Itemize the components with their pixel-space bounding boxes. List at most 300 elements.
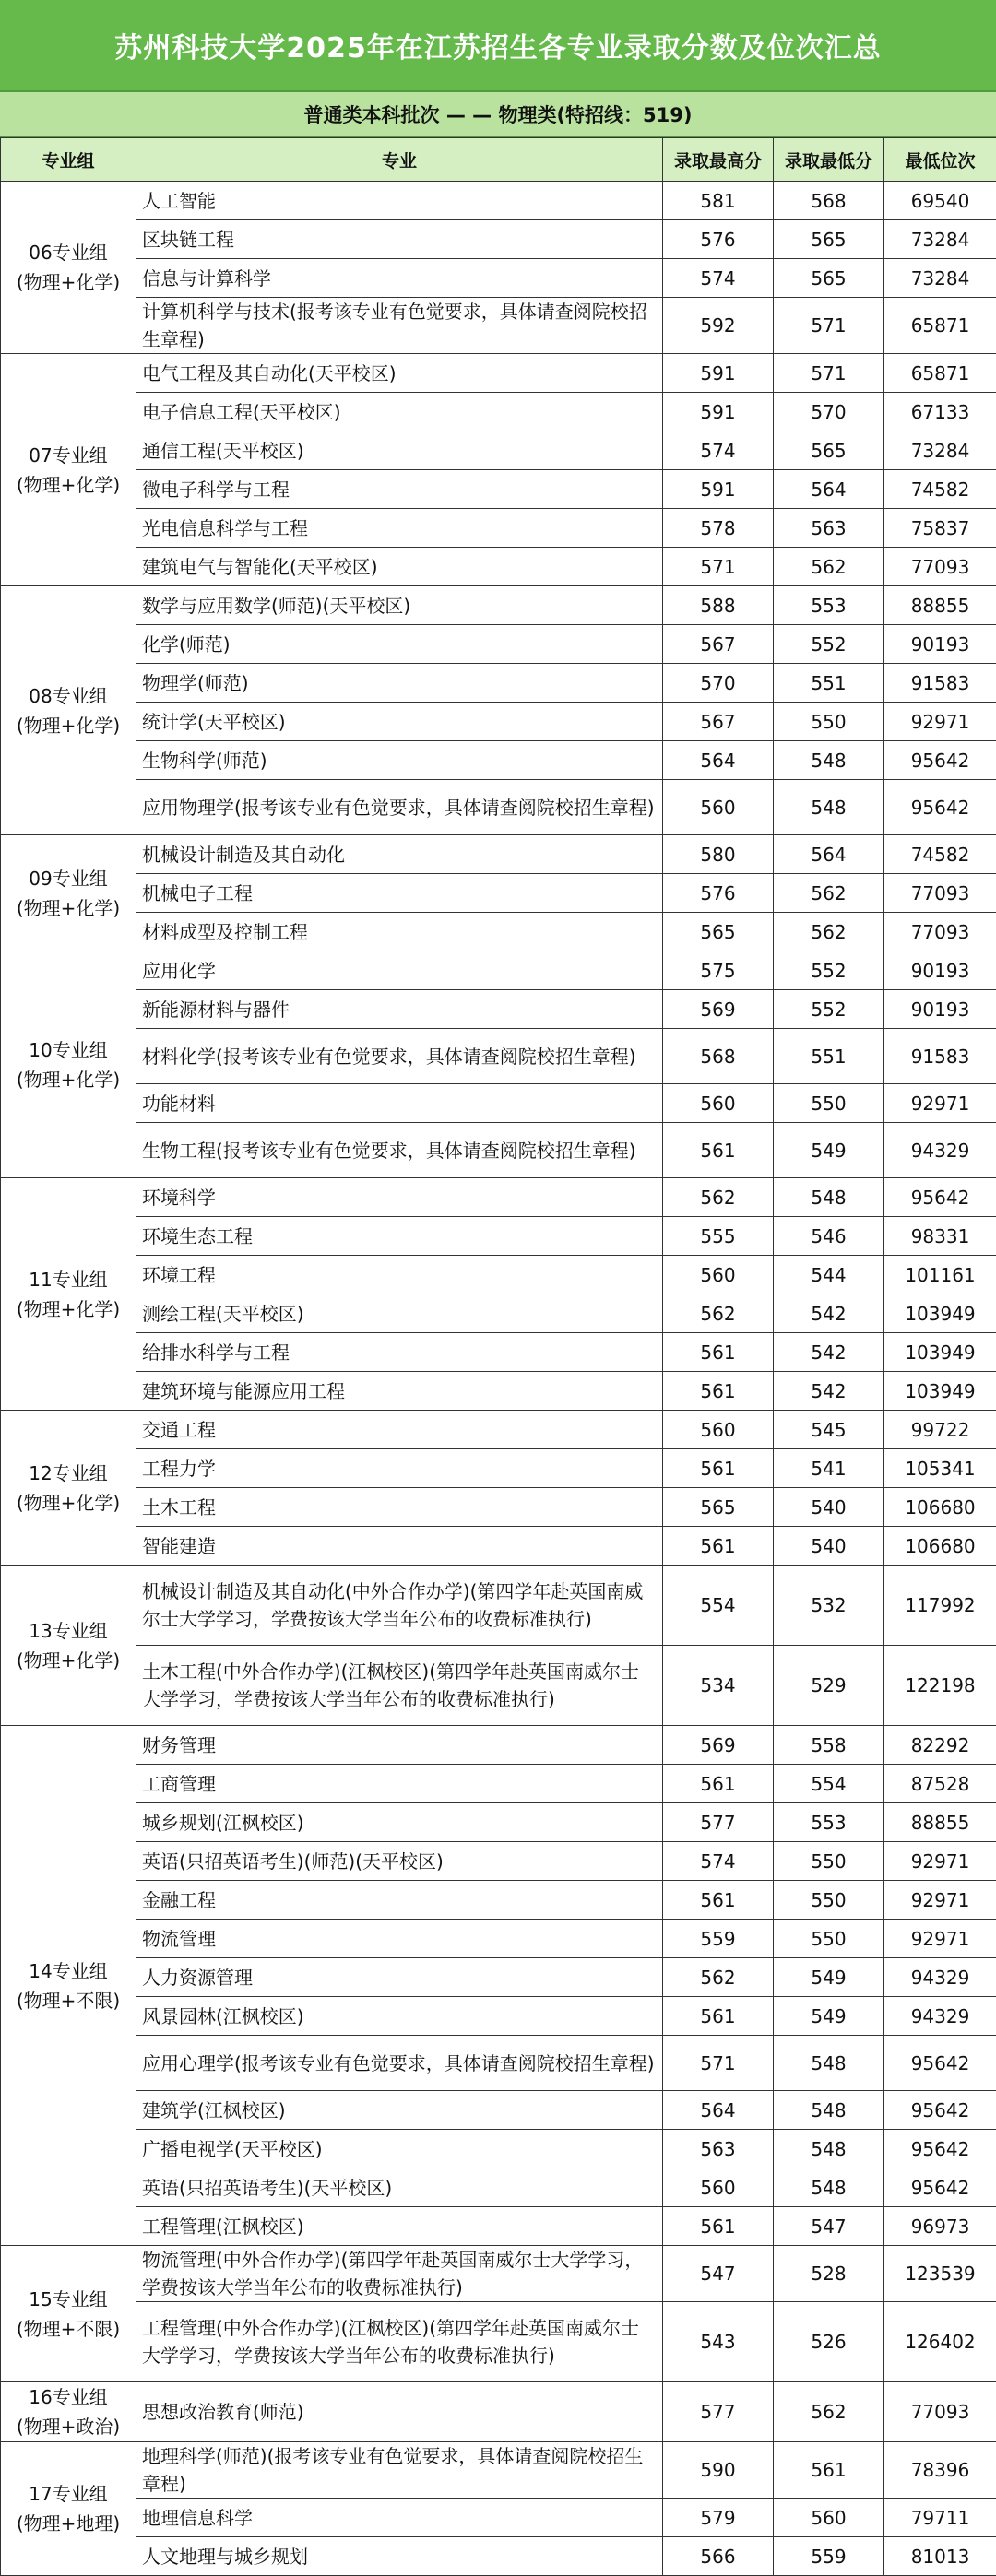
min-score-cell: 565 [774,259,884,298]
major-cell: 光电信息科学与工程 [136,509,663,548]
max-score-cell: 591 [663,354,774,393]
min-score-cell: 562 [774,548,884,586]
max-score-cell: 560 [663,780,774,835]
max-score-cell: 562 [663,1294,774,1333]
major-cell: 信息与计算科学 [136,259,663,298]
table-row [1,625,996,664]
max-score-cell: 576 [663,220,774,259]
min-score-cell: 545 [774,1411,884,1449]
max-score-cell: 581 [663,182,774,220]
major-cell: 财务管理 [136,1726,663,1765]
group-name: 13专业组 [1,1616,136,1646]
group-subject-requirement: (物理+化学) [1,1065,136,1094]
table-row [1,2168,996,2207]
table-row [1,1920,996,1958]
min-rank-cell: 88855 [884,586,996,625]
min-score-cell: 568 [774,182,884,220]
group-subject-requirement: (物理+化学) [1,1488,136,1518]
min-rank-cell: 103949 [884,1333,996,1372]
group-cell [1,835,136,951]
min-score-cell: 550 [774,1881,884,1920]
group-name: 06专业组 [1,238,136,267]
min-score-cell: 544 [774,1256,884,1294]
table-row [1,1372,996,1411]
major-cell: 工程力学 [136,1449,663,1488]
table-row [1,393,996,431]
major-cell: 材料成型及控制工程 [136,913,663,951]
major-cell: 建筑学(江枫校区) [136,2091,663,2130]
min-rank-cell: 122198 [884,1646,996,1726]
major-cell: 生物科学(师范) [136,741,663,780]
header-group: 专业组 [1,138,136,182]
min-score-cell: 550 [774,1084,884,1123]
table-row [1,2130,996,2168]
min-rank-cell: 95642 [884,2168,996,2207]
table-row [1,259,996,298]
group-subject-requirement: (物理+不限) [1,1986,136,2015]
group-subject-requirement: (物理+化学) [1,267,136,297]
major-cell: 计算机科学与技术(报考该专业有色觉要求，具体请查阅院校招生章程) [136,298,663,354]
group-cell [1,1411,136,1566]
major-cell: 人力资源管理 [136,1958,663,1997]
table-row [1,741,996,780]
major-cell: 物流管理 [136,1920,663,1958]
table-row [1,1256,996,1294]
major-cell: 英语(只招英语考生)(天平校区) [136,2168,663,2207]
major-cell: 机械设计制造及其自动化(中外合作办学)(第四学年赴英国南威尔士大学学习，学费按该大学当年公布的收费标准执行) [136,1566,663,1646]
max-score-cell: 543 [663,2302,774,2382]
group-cell [1,2246,136,2382]
min-rank-cell: 95642 [884,2036,996,2091]
header-major: 专业 [136,138,663,182]
min-score-cell: 529 [774,1646,884,1726]
max-score-cell: 562 [663,1178,774,1217]
table-row [1,354,996,393]
min-rank-cell: 92971 [884,1920,996,1958]
min-score-cell: 548 [774,741,884,780]
min-score-cell: 550 [774,1842,884,1881]
header-min-rank: 最低位次 [884,138,996,182]
min-score-cell: 540 [774,1488,884,1527]
major-cell: 数学与应用数学(师范)(天平校区) [136,586,663,625]
group-name: 15专业组 [1,2285,136,2314]
table-row [1,2302,996,2382]
table-row [1,1488,996,1527]
min-rank-cell: 95642 [884,741,996,780]
min-score-cell: 563 [774,509,884,548]
batch-subtitle: 普通类本科批次 — — 物理类(特招线：519) [0,92,996,137]
min-rank-cell: 73284 [884,259,996,298]
min-score-cell: 554 [774,1765,884,1803]
min-rank-cell: 73284 [884,220,996,259]
group-name: 17专业组 [1,2479,136,2509]
table-row [1,1029,996,1084]
max-score-cell: 564 [663,2091,774,2130]
max-score-cell: 561 [663,1881,774,1920]
group-cell [1,586,136,835]
max-score-cell: 560 [663,1411,774,1449]
min-score-cell: 542 [774,1333,884,1372]
table-row [1,913,996,951]
min-score-cell: 548 [774,2130,884,2168]
max-score-cell: 547 [663,2246,774,2302]
table-row [1,951,996,990]
max-score-cell: 570 [663,664,774,703]
table-row [1,2537,996,2576]
group-subject-requirement: (物理+不限) [1,2314,136,2344]
min-rank-cell: 77093 [884,2382,996,2442]
table-row [1,780,996,835]
table-row [1,2246,996,2302]
major-cell: 地理科学(师范)(报考该专业有色觉要求，具体请查阅院校招生章程) [136,2442,663,2499]
group-name: 11专业组 [1,1265,136,1294]
max-score-cell: 562 [663,1958,774,1997]
group-cell [1,182,136,354]
min-score-cell: 552 [774,990,884,1029]
table-row [1,548,996,586]
min-score-cell: 553 [774,1803,884,1842]
min-rank-cell: 91583 [884,664,996,703]
max-score-cell: 560 [663,1084,774,1123]
max-score-cell: 561 [663,1372,774,1411]
major-cell: 土木工程 [136,1488,663,1527]
min-score-cell: 560 [774,2499,884,2537]
table-row [1,1881,996,1920]
max-score-cell: 591 [663,470,774,509]
table-row [1,1566,996,1646]
min-score-cell: 549 [774,1123,884,1178]
major-cell: 风景园林(江枫校区) [136,1997,663,2036]
min-rank-cell: 106680 [884,1488,996,1527]
min-score-cell: 542 [774,1294,884,1333]
max-score-cell: 561 [663,1333,774,1372]
min-rank-cell: 74582 [884,835,996,874]
max-score-cell: 574 [663,1842,774,1881]
table-row [1,2499,996,2537]
table-row [1,2091,996,2130]
max-score-cell: 591 [663,393,774,431]
min-rank-cell: 117992 [884,1566,996,1646]
major-cell: 物流管理(中外合作办学)(第四学年赴英国南威尔士大学学习，学费按该大学当年公布的收费标准执行) [136,2246,663,2302]
group-subject-requirement: (物理+化学) [1,1646,136,1675]
max-score-cell: 592 [663,298,774,354]
major-cell: 人文地理与城乡规划 [136,2537,663,2576]
min-score-cell: 549 [774,1958,884,1997]
major-cell: 金融工程 [136,1881,663,1920]
table-row [1,2382,996,2442]
table-body [1,182,996,2576]
min-rank-cell: 95642 [884,2091,996,2130]
group-subject-requirement: (物理+化学) [1,711,136,740]
min-rank-cell: 106680 [884,1527,996,1566]
min-rank-cell: 99722 [884,1411,996,1449]
min-score-cell: 562 [774,913,884,951]
min-score-cell: 562 [774,874,884,913]
min-rank-cell: 90193 [884,990,996,1029]
max-score-cell: 561 [663,1123,774,1178]
table-row [1,298,996,354]
table-row [1,2036,996,2091]
min-rank-cell: 92971 [884,1881,996,1920]
max-score-cell: 565 [663,913,774,951]
min-rank-cell: 78396 [884,2442,996,2499]
table-row [1,2442,996,2499]
max-score-cell: 566 [663,2537,774,2576]
max-score-cell: 559 [663,1920,774,1958]
table-row [1,1449,996,1488]
max-score-cell: 574 [663,259,774,298]
min-score-cell: 547 [774,2207,884,2246]
min-rank-cell: 91583 [884,1029,996,1084]
major-cell: 城乡规划(江枫校区) [136,1803,663,1842]
table-row [1,1646,996,1726]
min-score-cell: 552 [774,951,884,990]
table-row [1,664,996,703]
major-cell: 新能源材料与器件 [136,990,663,1029]
min-rank-cell: 67133 [884,393,996,431]
min-score-cell: 541 [774,1449,884,1488]
max-score-cell: 561 [663,1527,774,1566]
group-subject-requirement: (物理+化学) [1,1294,136,1324]
min-rank-cell: 77093 [884,913,996,951]
min-rank-cell: 65871 [884,354,996,393]
table-row [1,1217,996,1256]
min-score-cell: 551 [774,664,884,703]
major-cell: 建筑环境与能源应用工程 [136,1372,663,1411]
major-cell: 英语(只招英语考生)(师范)(天平校区) [136,1842,663,1881]
min-rank-cell: 95642 [884,1178,996,1217]
min-score-cell: 532 [774,1566,884,1646]
min-score-cell: 570 [774,393,884,431]
header-row [1,138,996,182]
major-cell: 统计学(天平校区) [136,703,663,741]
min-score-cell: 564 [774,470,884,509]
major-cell: 广播电视学(天平校区) [136,2130,663,2168]
major-cell: 应用化学 [136,951,663,990]
group-name: 14专业组 [1,1956,136,1986]
min-rank-cell: 92971 [884,1842,996,1881]
major-cell: 建筑电气与智能化(天平校区) [136,548,663,586]
major-cell: 工程管理(中外合作办学)(江枫校区)(第四学年赴英国南威尔士大学学习，学费按该大学当年公布的收费标准执行) [136,2302,663,2382]
min-rank-cell: 73284 [884,431,996,470]
major-cell: 土木工程(中外合作办学)(江枫校区)(第四学年赴英国南威尔士大学学习，学费按该大学当年公布的收费标准执行) [136,1646,663,1726]
table-row [1,1958,996,1997]
major-cell: 机械设计制造及其自动化 [136,835,663,874]
max-score-cell: 565 [663,1488,774,1527]
min-score-cell: 546 [774,1217,884,1256]
min-rank-cell: 90193 [884,625,996,664]
max-score-cell: 569 [663,990,774,1029]
min-rank-cell: 82292 [884,1726,996,1765]
table-row [1,1527,996,1566]
min-score-cell: 551 [774,1029,884,1084]
major-cell: 工程管理(江枫校区) [136,2207,663,2246]
major-cell: 化学(师范) [136,625,663,664]
table-row [1,470,996,509]
min-score-cell: 542 [774,1372,884,1411]
min-rank-cell: 98331 [884,1217,996,1256]
max-score-cell: 575 [663,951,774,990]
major-cell: 测绘工程(天平校区) [136,1294,663,1333]
group-cell [1,2442,136,2576]
min-score-cell: 571 [774,354,884,393]
group-name: 16专业组 [1,2382,136,2412]
major-cell: 智能建造 [136,1527,663,1566]
table-row [1,874,996,913]
table-row [1,990,996,1029]
table-row [1,2207,996,2246]
max-score-cell: 560 [663,1256,774,1294]
page-title: 苏州科技大学2025年在江苏招生各专业录取分数及位次汇总 [0,0,996,92]
min-rank-cell: 79711 [884,2499,996,2537]
min-rank-cell: 95642 [884,2130,996,2168]
min-rank-cell: 94329 [884,1958,996,1997]
min-rank-cell: 94329 [884,1123,996,1178]
min-rank-cell: 87528 [884,1765,996,1803]
major-cell: 应用心理学(报考该专业有色觉要求，具体请查阅院校招生章程) [136,2036,663,2091]
major-cell: 生物工程(报考该专业有色觉要求，具体请查阅院校招生章程) [136,1123,663,1178]
min-rank-cell: 103949 [884,1372,996,1411]
major-cell: 应用物理学(报考该专业有色觉要求，具体请查阅院校招生章程) [136,780,663,835]
table-row [1,1803,996,1842]
max-score-cell: 568 [663,1029,774,1084]
table-row [1,1997,996,2036]
max-score-cell: 569 [663,1726,774,1765]
min-rank-cell: 126402 [884,2302,996,2382]
table-row [1,1294,996,1333]
max-score-cell: 564 [663,741,774,780]
max-score-cell: 590 [663,2442,774,2499]
min-score-cell: 526 [774,2302,884,2382]
max-score-cell: 554 [663,1566,774,1646]
major-cell: 环境工程 [136,1256,663,1294]
table-row [1,1765,996,1803]
major-cell: 功能材料 [136,1084,663,1123]
min-score-cell: 548 [774,780,884,835]
max-score-cell: 561 [663,1449,774,1488]
min-score-cell: 553 [774,586,884,625]
min-score-cell: 528 [774,2246,884,2302]
min-rank-cell: 94329 [884,1997,996,2036]
min-rank-cell: 95642 [884,780,996,835]
group-subject-requirement: (物理+政治) [1,2412,136,2441]
min-rank-cell: 101161 [884,1256,996,1294]
table-row [1,431,996,470]
major-cell: 材料化学(报考该专业有色觉要求，具体请查阅院校招生章程) [136,1029,663,1084]
table-row [1,1411,996,1449]
max-score-cell: 567 [663,625,774,664]
min-score-cell: 562 [774,2382,884,2442]
min-rank-cell: 77093 [884,874,996,913]
admission-table [0,137,996,2576]
max-score-cell: 576 [663,874,774,913]
min-rank-cell: 90193 [884,951,996,990]
group-name: 08专业组 [1,681,136,711]
table-row [1,703,996,741]
table-row [1,1123,996,1178]
major-cell: 区块链工程 [136,220,663,259]
max-score-cell: 560 [663,2168,774,2207]
major-cell: 人工智能 [136,182,663,220]
group-subject-requirement: (物理+化学) [1,893,136,923]
min-rank-cell: 81013 [884,2537,996,2576]
max-score-cell: 563 [663,2130,774,2168]
table-row [1,1084,996,1123]
min-rank-cell: 123539 [884,2246,996,2302]
max-score-cell: 534 [663,1646,774,1726]
max-score-cell: 571 [663,2036,774,2091]
max-score-cell: 561 [663,1997,774,2036]
group-cell [1,1726,136,2246]
table-row [1,182,996,220]
group-name: 10专业组 [1,1035,136,1065]
min-score-cell: 552 [774,625,884,664]
max-score-cell: 561 [663,1765,774,1803]
major-cell: 电气工程及其自动化(天平校区) [136,354,663,393]
min-score-cell: 565 [774,431,884,470]
min-rank-cell: 69540 [884,182,996,220]
min-rank-cell: 96973 [884,2207,996,2246]
min-score-cell: 558 [774,1726,884,1765]
max-score-cell: 588 [663,586,774,625]
group-cell [1,354,136,586]
max-score-cell: 571 [663,548,774,586]
table-row [1,1333,996,1372]
min-score-cell: 559 [774,2537,884,2576]
major-cell: 机械电子工程 [136,874,663,913]
min-score-cell: 571 [774,298,884,354]
min-rank-cell: 75837 [884,509,996,548]
group-name: 09专业组 [1,864,136,893]
major-cell: 地理信息科学 [136,2499,663,2537]
group-cell [1,1566,136,1726]
major-cell: 物理学(师范) [136,664,663,703]
major-cell: 电子信息工程(天平校区) [136,393,663,431]
min-score-cell: 548 [774,2168,884,2207]
table-row [1,1842,996,1881]
table-row [1,1178,996,1217]
min-rank-cell: 88855 [884,1803,996,1842]
min-rank-cell: 77093 [884,548,996,586]
major-cell: 思想政治教育(师范) [136,2382,663,2442]
min-rank-cell: 92971 [884,703,996,741]
min-score-cell: 540 [774,1527,884,1566]
max-score-cell: 579 [663,2499,774,2537]
min-score-cell: 548 [774,1178,884,1217]
min-score-cell: 550 [774,703,884,741]
min-rank-cell: 92971 [884,1084,996,1123]
max-score-cell: 561 [663,2207,774,2246]
table-row [1,586,996,625]
major-cell: 给排水科学与工程 [136,1333,663,1372]
max-score-cell: 574 [663,431,774,470]
max-score-cell: 577 [663,1803,774,1842]
table-row [1,835,996,874]
min-score-cell: 561 [774,2442,884,2499]
major-cell: 微电子科学与工程 [136,470,663,509]
group-subject-requirement: (物理+地理) [1,2509,136,2538]
major-cell: 工商管理 [136,1765,663,1803]
min-rank-cell: 103949 [884,1294,996,1333]
max-score-cell: 578 [663,509,774,548]
group-cell [1,2382,136,2442]
group-cell [1,951,136,1178]
header-min-score: 录取最低分 [774,138,884,182]
min-score-cell: 565 [774,220,884,259]
group-subject-requirement: (物理+化学) [1,470,136,500]
group-cell [1,1178,136,1411]
max-score-cell: 580 [663,835,774,874]
